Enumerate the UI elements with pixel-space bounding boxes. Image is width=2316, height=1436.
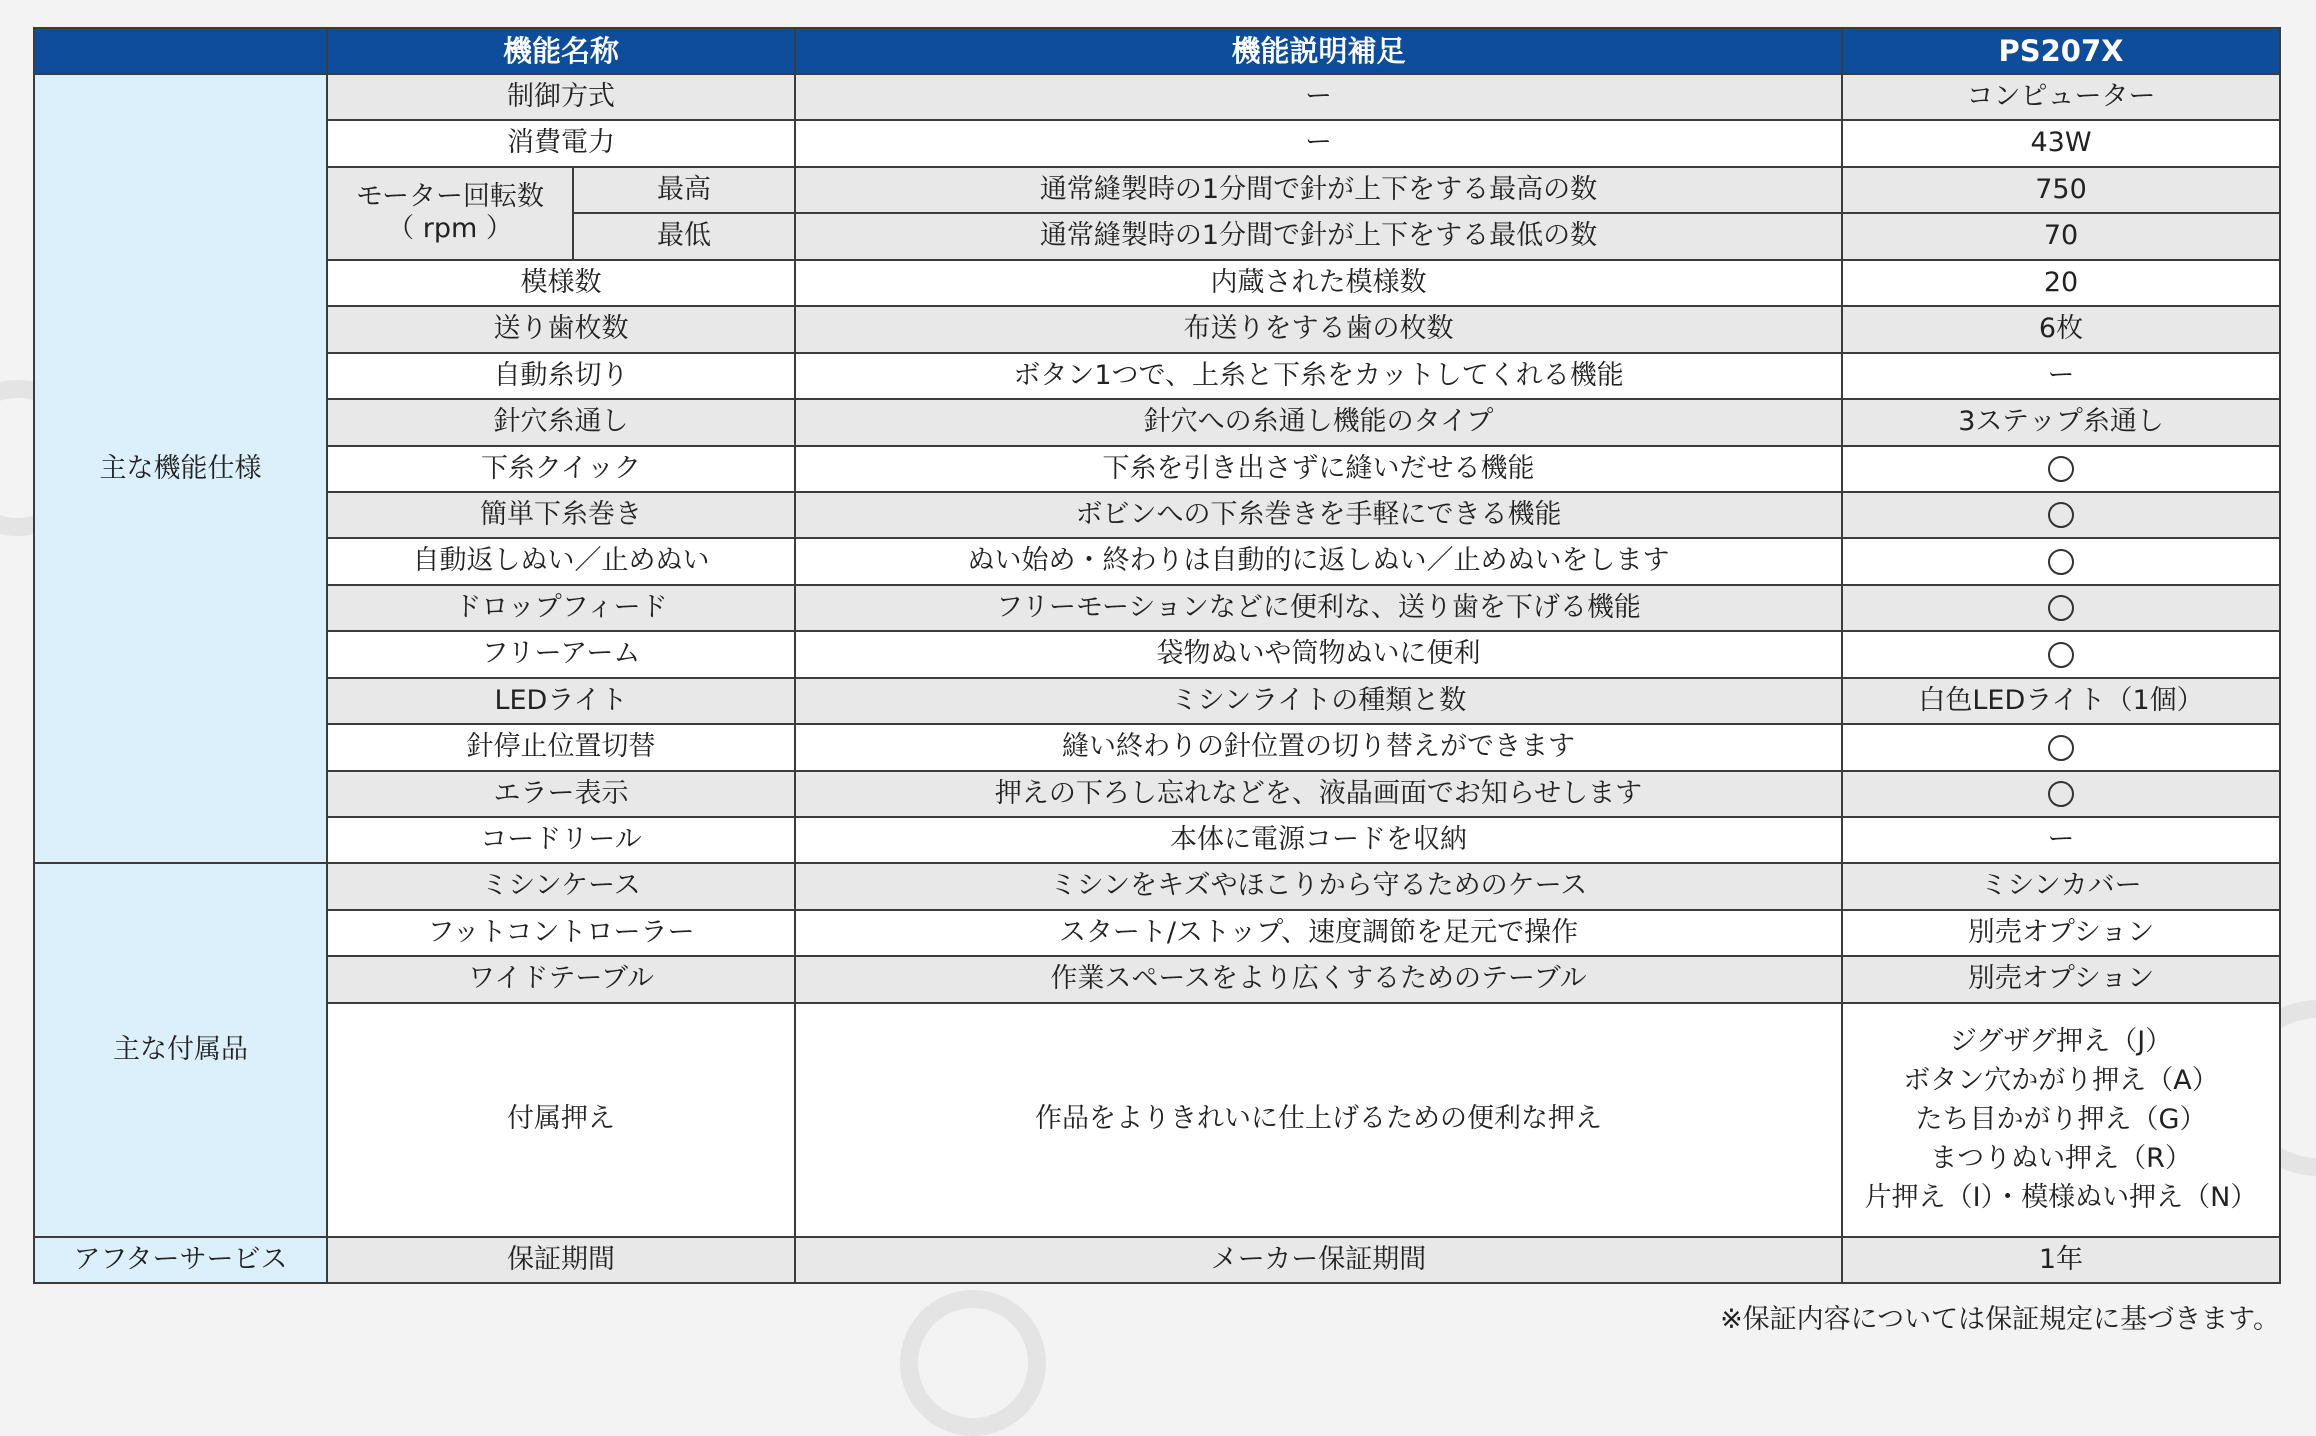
table-row	[34, 260, 2280, 306]
row-value: 別売オプション	[1842, 956, 2280, 1002]
header-description: 機能説明補足	[795, 28, 1842, 74]
row-description: 針穴への糸通し機能のタイプ	[795, 399, 1842, 445]
row-name: ドロップフィード	[327, 585, 795, 631]
row-value	[1842, 538, 2280, 584]
row-value: 1年	[1842, 1237, 2280, 1283]
row-name: LEDライト	[327, 678, 795, 724]
presser-feet-list	[1842, 1003, 2280, 1237]
row-value: 43W	[1842, 120, 2280, 166]
table-row	[34, 863, 2280, 909]
row-description: 押えの下ろし忘れなどを、液晶画面でお知らせします	[795, 771, 1842, 817]
motor-speed-name: モーター回転数	[356, 180, 544, 212]
motor-min-label: 最低	[573, 213, 795, 259]
row-description: メーカー保証期間	[795, 1237, 1842, 1283]
list-item: ジグザグ押え（J）	[1949, 1025, 2173, 1057]
footnote: ※保証内容については保証規定に基づきます。	[1720, 1304, 2280, 1335]
table-row	[34, 120, 2280, 166]
row-name: フットコントローラー	[327, 910, 795, 956]
row-description: 下糸を引き出さずに縫いだせる機能	[795, 446, 1842, 492]
category-main-features: 主な機能仕様	[34, 74, 327, 863]
circle-icon	[2048, 595, 2074, 621]
row-value: 白色LEDライト（1個）	[1842, 678, 2280, 724]
row-description: ぬい始め・終わりは自動的に返しぬい／止めぬいをします	[795, 538, 1842, 584]
row-description: 縫い終わりの針位置の切り替えができます	[795, 724, 1842, 770]
row-name: エラー表示	[327, 771, 795, 817]
row-description: 通常縫製時の1分間で針が上下をする最低の数	[795, 213, 1842, 259]
row-description: ボビンへの下糸巻きを手軽にできる機能	[795, 492, 1842, 538]
row-name: コードリール	[327, 817, 795, 863]
row-description: 作業スペースをより広くするためのテーブル	[795, 956, 1842, 1002]
table-row	[34, 1003, 2280, 1237]
row-description: 袋物ぬいや筒物ぬいに便利	[795, 631, 1842, 677]
list-item: たち目かがり押え（G）	[1915, 1104, 2207, 1136]
row-description: スタート/ストップ、速度調節を足元で操作	[795, 910, 1842, 956]
row-value	[1842, 446, 2280, 492]
row-value: 20	[1842, 260, 2280, 306]
row-name: 針停止位置切替	[327, 724, 795, 770]
row-name: 模様数	[327, 260, 795, 306]
circle-icon	[2048, 735, 2074, 761]
row-name: 送り歯枚数	[327, 306, 795, 352]
table-row	[34, 585, 2280, 631]
row-name: 消費電力	[327, 120, 795, 166]
table-row	[34, 74, 2280, 120]
row-value	[1842, 771, 2280, 817]
row-value: 70	[1842, 213, 2280, 259]
row-name: 針穴糸通し	[327, 399, 795, 445]
row-value: 750	[1842, 167, 2280, 213]
row-name: 自動返しぬい／止めぬい	[327, 538, 795, 584]
category-accessories: 主な付属品	[34, 863, 327, 1236]
row-description: 布送りをする歯の枚数	[795, 306, 1842, 352]
row-name: 制御方式	[327, 74, 795, 120]
row-name: 簡単下糸巻き	[327, 492, 795, 538]
header-function-name: 機能名称	[327, 28, 795, 74]
spec-table	[33, 27, 2281, 1284]
table-row	[34, 538, 2280, 584]
table-row	[34, 306, 2280, 352]
list-item: ボタン穴かがり押え（A）	[1903, 1064, 2219, 1096]
row-value: 3ステップ糸通し	[1842, 399, 2280, 445]
table-row	[34, 492, 2280, 538]
row-value: コンピューター	[1842, 74, 2280, 120]
list-item: 片押え（I）・模様ぬい押え（N）	[1864, 1182, 2258, 1214]
table-row	[34, 724, 2280, 770]
row-value: ー	[1842, 353, 2280, 399]
motor-speed-unit: （ rpm ）	[387, 213, 513, 245]
row-value: ミシンカバー	[1842, 863, 2280, 909]
table-header-row	[34, 28, 2280, 74]
circle-icon	[2048, 549, 2074, 575]
header-category	[34, 28, 327, 74]
row-value	[1842, 631, 2280, 677]
row-description: 作品をよりきれいに仕上げるための便利な押え	[795, 1003, 1842, 1237]
row-description: ミシンライトの種類と数	[795, 678, 1842, 724]
row-value	[1842, 585, 2280, 631]
row-name: 保証期間	[327, 1237, 795, 1283]
row-description: 通常縫製時の1分間で針が上下をする最高の数	[795, 167, 1842, 213]
row-name: フリーアーム	[327, 631, 795, 677]
motor-max-label: 最高	[573, 167, 795, 213]
table-row	[34, 771, 2280, 817]
table-row	[34, 678, 2280, 724]
row-name: 付属押え	[327, 1003, 795, 1237]
row-description: ー	[795, 120, 1842, 166]
row-name: 自動糸切り	[327, 353, 795, 399]
row-description: 内蔵された模様数	[795, 260, 1842, 306]
table-row	[34, 631, 2280, 677]
table-row	[34, 399, 2280, 445]
table-row	[34, 817, 2280, 863]
table-row	[34, 956, 2280, 1002]
table-row	[34, 910, 2280, 956]
circle-icon	[2048, 642, 2074, 668]
row-value	[1842, 724, 2280, 770]
row-description: ミシンをキズやほこりから守るためのケース	[795, 863, 1842, 909]
row-name: ワイドテーブル	[327, 956, 795, 1002]
table-row	[34, 1237, 2280, 1283]
row-description: フリーモーションなどに便利な、送り歯を下げる機能	[795, 585, 1842, 631]
list-item: まつりぬい押え（R）	[1930, 1143, 2192, 1175]
table-row	[34, 353, 2280, 399]
row-description: 本体に電源コードを収納	[795, 817, 1842, 863]
circle-icon	[2048, 502, 2074, 528]
circle-icon	[2048, 781, 2074, 807]
row-name: 下糸クイック	[327, 446, 795, 492]
table-row	[34, 446, 2280, 492]
table-row	[34, 167, 2280, 213]
header-model: PS207X	[1842, 28, 2280, 74]
row-value: 6枚	[1842, 306, 2280, 352]
motor-speed-label	[327, 167, 573, 260]
row-value: 別売オプション	[1842, 910, 2280, 956]
row-name: ミシンケース	[327, 863, 795, 909]
circle-icon	[2048, 456, 2074, 482]
row-value	[1842, 492, 2280, 538]
row-value: ー	[1842, 817, 2280, 863]
row-description: ボタン1つで、上糸と下糸をカットしてくれる機能	[795, 353, 1842, 399]
row-description: ー	[795, 74, 1842, 120]
category-after-service: アフターサービス	[34, 1237, 327, 1283]
